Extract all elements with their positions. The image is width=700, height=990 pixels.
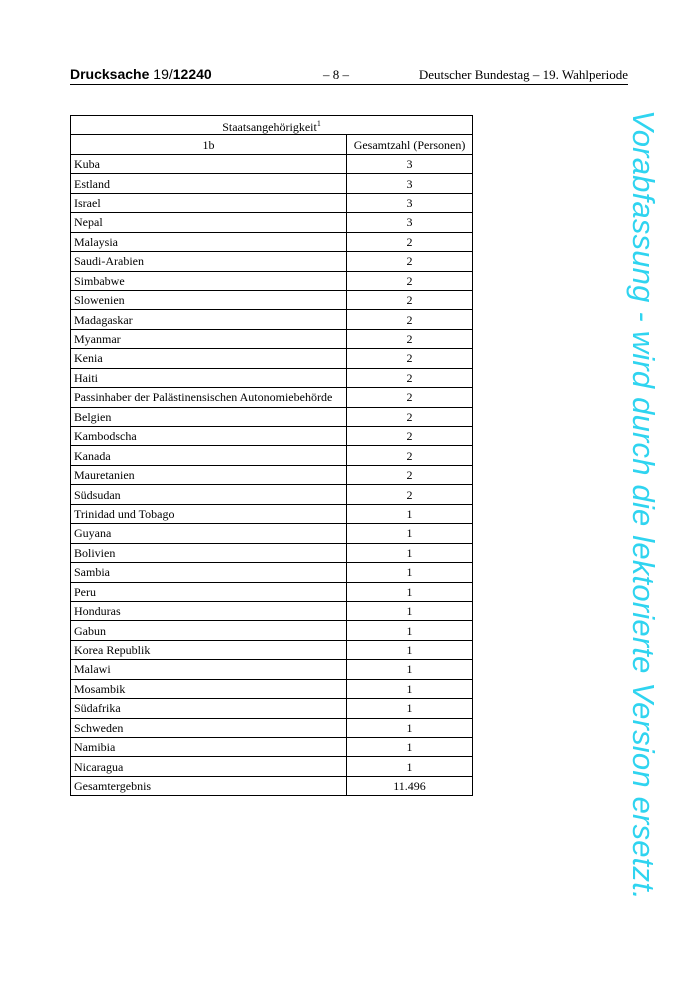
person-count: 2 xyxy=(347,446,473,465)
person-count: 2 xyxy=(347,329,473,348)
person-count: 2 xyxy=(347,252,473,271)
draft-watermark: Vorabfassung - wird durch die lektorierte Version ersetzt. xyxy=(626,110,661,900)
table-row xyxy=(71,699,473,718)
country-name: Malawi xyxy=(71,660,347,679)
country-name: Sambia xyxy=(71,563,347,582)
person-count: 1 xyxy=(347,757,473,776)
nationality-table xyxy=(70,115,473,796)
country-name: Nepal xyxy=(71,213,347,232)
column-header-total: Gesamtzahl (Personen) xyxy=(347,135,473,154)
person-count: 1 xyxy=(347,601,473,620)
person-count: 2 xyxy=(347,388,473,407)
country-name: Peru xyxy=(71,582,347,601)
person-count: 2 xyxy=(347,485,473,504)
table-row xyxy=(71,640,473,659)
total-label: Gesamtergebnis xyxy=(71,776,347,795)
person-count: 1 xyxy=(347,621,473,640)
total-value: 11.496 xyxy=(347,776,473,795)
publisher-line: Deutscher Bundestag – 19. Wahlperiode xyxy=(418,67,628,82)
country-name: Myanmar xyxy=(71,329,347,348)
country-name: Südsudan xyxy=(71,485,347,504)
person-count: 2 xyxy=(347,310,473,329)
country-name: Malaysia xyxy=(71,232,347,251)
doc-number: 12240 xyxy=(172,66,212,82)
caption-footnote: 1 xyxy=(316,118,321,128)
document-reference xyxy=(70,66,212,82)
table-row xyxy=(71,271,473,290)
table-row xyxy=(71,718,473,737)
country-name: Mosambik xyxy=(71,679,347,698)
table-row xyxy=(71,368,473,387)
table-row xyxy=(71,213,473,232)
table-row xyxy=(71,388,473,407)
country-name: Simbabwe xyxy=(71,271,347,290)
table-row xyxy=(71,290,473,309)
person-count: 2 xyxy=(347,427,473,446)
country-name: Gabun xyxy=(71,621,347,640)
person-count: 2 xyxy=(347,290,473,309)
column-header-country: 1b xyxy=(71,135,347,154)
table-row xyxy=(71,465,473,484)
country-name: Kenia xyxy=(71,349,347,368)
country-name: Saudi-Arabien xyxy=(71,252,347,271)
country-name: Mauretanien xyxy=(71,465,347,484)
country-name: Namibia xyxy=(71,738,347,757)
table-row xyxy=(71,582,473,601)
country-name: Honduras xyxy=(71,601,347,620)
person-count: 1 xyxy=(347,679,473,698)
country-name: Kuba xyxy=(71,154,347,173)
table-row xyxy=(71,621,473,640)
table-row xyxy=(71,563,473,582)
person-count: 3 xyxy=(347,174,473,193)
country-name: Haiti xyxy=(71,368,347,387)
person-count: 1 xyxy=(347,660,473,679)
table-row xyxy=(71,407,473,426)
table-caption-row xyxy=(71,116,473,135)
country-name: Kanada xyxy=(71,446,347,465)
country-name: Estland xyxy=(71,174,347,193)
person-count: 1 xyxy=(347,718,473,737)
person-count: 1 xyxy=(347,504,473,523)
country-name: Trinidad und Tobago xyxy=(71,504,347,523)
country-name: Kambodscha xyxy=(71,427,347,446)
person-count: 1 xyxy=(347,524,473,543)
table-row xyxy=(71,446,473,465)
table-row xyxy=(71,232,473,251)
person-count: 1 xyxy=(347,699,473,718)
country-name: Guyana xyxy=(71,524,347,543)
country-name: Nicaragua xyxy=(71,757,347,776)
country-name: Schweden xyxy=(71,718,347,737)
total-row xyxy=(71,776,473,795)
table-row xyxy=(71,504,473,523)
table-row xyxy=(71,543,473,562)
table-row xyxy=(71,679,473,698)
country-name: Südafrika xyxy=(71,699,347,718)
table-row xyxy=(71,660,473,679)
table-row xyxy=(71,174,473,193)
page-number: – 8 – xyxy=(323,67,349,82)
table-row xyxy=(71,757,473,776)
person-count: 1 xyxy=(347,543,473,562)
person-count: 1 xyxy=(347,640,473,659)
person-count: 1 xyxy=(347,582,473,601)
country-name: Slowenien xyxy=(71,290,347,309)
table-row xyxy=(71,485,473,504)
country-name: Israel xyxy=(71,193,347,212)
person-count: 2 xyxy=(347,368,473,387)
table-header-row xyxy=(71,135,473,154)
page-header xyxy=(70,66,628,85)
table-row xyxy=(71,524,473,543)
country-name: Korea Republik xyxy=(71,640,347,659)
person-count: 2 xyxy=(347,232,473,251)
person-count: 3 xyxy=(347,154,473,173)
table-row xyxy=(71,329,473,348)
table-row xyxy=(71,601,473,620)
caption-text: Staatsangehörigkeit xyxy=(222,119,317,134)
person-count: 2 xyxy=(347,271,473,290)
person-count: 2 xyxy=(347,407,473,426)
country-name: Belgien xyxy=(71,407,347,426)
person-count: 3 xyxy=(347,193,473,212)
table-row xyxy=(71,310,473,329)
table-caption xyxy=(71,116,473,135)
person-count: 2 xyxy=(347,349,473,368)
doc-number-prefix: 19/ xyxy=(153,66,173,82)
country-name: Bolivien xyxy=(71,543,347,562)
table-row xyxy=(71,738,473,757)
table-row xyxy=(71,193,473,212)
person-count: 3 xyxy=(347,213,473,232)
doc-label: Drucksache xyxy=(70,66,150,82)
table-row xyxy=(71,154,473,173)
person-count: 1 xyxy=(347,563,473,582)
table-row xyxy=(71,252,473,271)
country-name: Madagaskar xyxy=(71,310,347,329)
person-count: 1 xyxy=(347,738,473,757)
table-row xyxy=(71,427,473,446)
country-name: Passinhaber der Palästinensischen Autonomiebehörde xyxy=(71,388,347,407)
table-body xyxy=(71,154,473,776)
table-row xyxy=(71,349,473,368)
person-count: 2 xyxy=(347,465,473,484)
